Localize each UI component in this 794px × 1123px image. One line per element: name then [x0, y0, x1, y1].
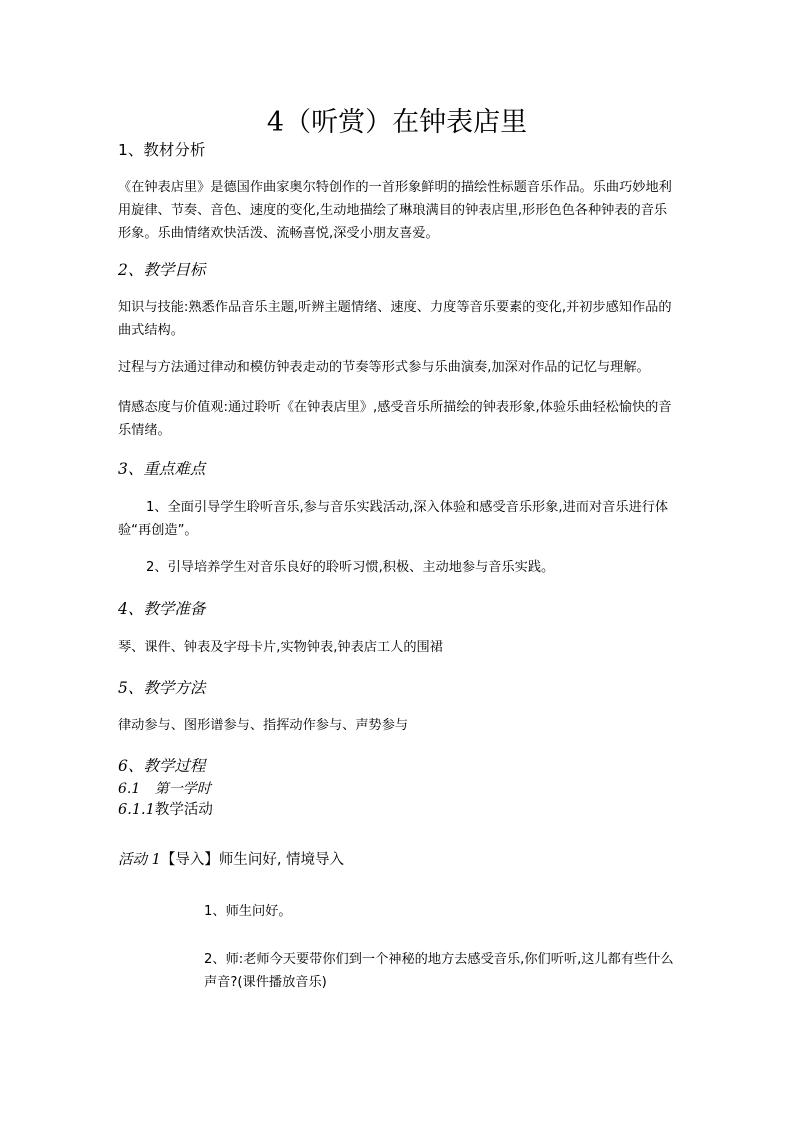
subheading-6-1 [118, 778, 211, 798]
activity-item-1: 1、师生问好。 [204, 904, 292, 919]
activity-item-2: 2、师:老师今天要带你们到一个神秘的地方去感受音乐,你们听听,这儿都有些什么声音?(课件播放音乐) [204, 952, 674, 990]
subheading-6-1-1 [118, 798, 213, 819]
activity-prefix: 活动 1 [118, 852, 161, 868]
subheading-6-1-1-number: 6.1.1 [118, 802, 155, 818]
paragraph-goal-knowledge: 知识与技能:熟悉作品音乐主题,听辨主题情绪、速度、力度等音乐要素的变化,并初步感知作品的曲式结构。 [118, 300, 672, 338]
document-title: 4（听赏）在钟表店里 [266, 107, 528, 138]
activity-title: 【导入】师生问好, 情境导入 [160, 852, 345, 868]
subheading-6-1-1-label: 教学活动 [154, 802, 213, 818]
section-heading-preparation: 4、教学准备 [118, 600, 206, 618]
paragraph-key-point-2: 2、引导培养学生对音乐良好的聆听习惯,积极、主动地参与音乐实践。 [146, 560, 555, 575]
section-heading-process: 6、教学过程 [118, 757, 206, 775]
paragraph-methods: 律动参与、图形谱参与、指挥动作参与、声势参与 [118, 718, 409, 733]
activity-heading [118, 848, 344, 869]
subheading-6-1-number: 6.1 [118, 781, 141, 797]
paragraph-goal-process: 过程与方法通过律动和模仿钟表走动的节奏等形式参与乐曲演奏,加深对作品的记忆与理解。 [118, 360, 650, 375]
subheading-6-1-label: 第一学时 [154, 781, 211, 797]
section-heading-methods: 5、教学方法 [118, 679, 206, 697]
paragraph-goal-emotion: 情感态度与价值观:通过聆听《在钟表店里》,感受音乐所描绘的钟表形象,体验乐曲轻松愉快的音乐情绪。 [118, 400, 672, 438]
section-heading-goals: 2、教学目标 [118, 261, 206, 279]
paragraph-preparation: 琴、课件、钟表及字母卡片,实物钟表,钟表店工人的围裙 [118, 640, 443, 655]
section-heading-analysis: 1、教材分析 [118, 141, 206, 159]
paragraph-key-point-1: 1、全面引导学生聆听音乐,参与音乐实践活动,深入体验和感受音乐形象,进而对音乐进行体验“再创造”。 [118, 500, 669, 538]
section-heading-key-points: 3、重点难点 [118, 460, 206, 478]
paragraph-analysis: 《在钟表店里》是德国作曲家奥尔特创作的一首形象鲜明的描绘性标题音乐作品。乐曲巧妙地利用旋律、节奏、音色、速度的变化,生动地描绘了琳琅满目的钟表店里,形形色色各种钟表的音乐形象。乐曲情绪欢快活泼、流畅喜悦,深受小朋友喜爱。 [118, 180, 672, 241]
